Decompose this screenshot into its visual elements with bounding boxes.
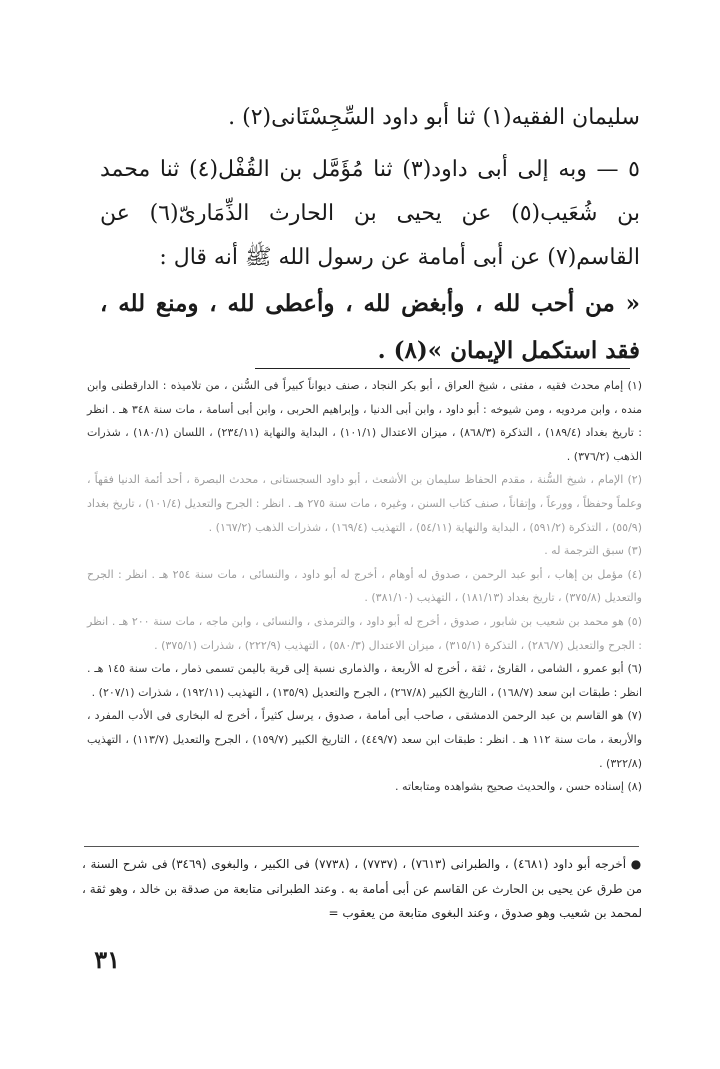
footnote-divider: [255, 368, 630, 369]
takhrij-paragraph: ● أخرجه أبو داود (٤٦٨١) ، والطبرانى (٧٦١٣) ، (٧٧٣٧) ، (٧٧٣٨) فى الكبير ، والبغوى (٣٤٦٩) فى شرح السنة ، من طرق عن يحيى بن الحارث عن القاسم عن أبى أمامة به . وعند الطبرانى متابعة من صدقة بن خالد ، وهو ثقة ، لمحمد بن شعيب وهو صدوق ، وعند البغوى متابعة من يعقوب =: [82, 857, 642, 920]
main-text-line-1: سليمان الفقيه(١) ثنا أبو داود السِّجِسْتَانى(٢) .: [228, 105, 640, 130]
footnote-6: (٦) أبو عمرو ، الشامى ، القارئ ، ثقة ، أخرج له الأربعة ، والذمارى نسبة إلى قرية باليمن تسمى ذمار ، مات سنة ١٤٥ هـ . انظر : طبقات ابن سعد (١٦٨/٧) ، التاريخ الكبير (٢٦٧/٨) ، الجرح والتعديل (١٣٥/٩) ، التهذيب (١٩٢/١١) ، شذرات (٢٠٧/١) .: [87, 662, 642, 699]
hadith-text: « من أحب لله ، وأبغض لله ، وأعطى لله ، ومنع لله ، فقد استكمل الإيمان »(٨) .: [100, 290, 640, 364]
footnote-8: (٨) إسناده حسن ، والحديث صحيح بشواهده ومتابعاته .: [395, 780, 642, 794]
footnote-7: (٧) هو القاسم بن عبد الرحمن الدمشقى ، صاحب أبى أمامة ، صدوق ، يرسل كثيراً ، أخرج له البخارى فى الأدب المفرد ، والأربعة ، مات سنة ١١٢ هـ . انظر : طبقات ابن سعد (٤٤٩/٧) ، التاريخ الكبير (١٥٩/٧) ، الجرح والتعديل (١١٣/٧) ، التهذيب (٣٢٢/٨) .: [87, 709, 643, 770]
page-number: ٣١: [94, 945, 120, 974]
hadith-chain-paragraph: ٥ — وبه إلى أبى داود(٣) ثنا مُؤَمَّل بن القُفْل(٤) ثنا محمد بن شُعَيب(٥) عن يحيى بن الحارث الذِّمَارىّ(٦) عن القاسم(٧) عن أبى أمامة عن رسول الله ﷺ أنه قال :: [100, 157, 640, 270]
footnote-1: (١) إمام محدث فقيه ، مفتى ، شيخ العراق ، أبو بكر النجاد ، صنف ديواناً كبيراً فى السُّنن ، من تلاميذه : الدارقطنى وابن منده ، وابن مردويه ، ومن شيوخه : أبو داود ، وابن أبى الدنيا ، وإبراهيم الحربى ، وابن أبى أسامة ، مات سنة ٣٤٨ هـ . انظر : تاريخ بغداد (١٨٩/٤) ، التذكرة (٨٦٨/٣) ، ميزان الاعتدال (١٠١/١) ، البداية والنهاية (٢٣٤/١١) ، اللسان (١٨٠/١) ، شذرات الذهب (٣٧٦/٢) .: [87, 379, 642, 463]
footnote-3: (٣) سبق الترجمة له .: [544, 544, 642, 558]
footnote-4: (٤) مؤمل بن إهاب ، أبو عبد الرحمن ، صدوق له أوهام ، أخرج له أبو داود ، والنسائى ، مات سنة ٢٥٤ هـ . انظر : الجرح والتعديل (٣٧٥/٨) ، تاريخ بغداد (١٨١/١٣) ، التهذيب (٣٨١/١٠) .: [87, 567, 642, 605]
footnotes: [87, 374, 642, 799]
footnote-5: (٥) هو محمد بن شعيب بن شابور ، صدوق ، أخرج له أبو داود ، والترمذى ، والنسائى ، وابن ماجه ، مات سنة ٢٠٠ هـ . انظر : الجرح والتعديل (٢٨٦/٧) ، التذكرة (٣١٥/١) ، ميزان الاعتدال (٥٨٠/٣) ، التهذيب (٢٢٢/٩) ، شذرات (٣٧٥/١) .: [87, 614, 642, 652]
footnote-2: (٢) الإمام ، شيخ السُّنة ، مقدم الحفاظ سليمان بن الأشعث ، أبو داود السجستانى ، محدث البصرة ، أحد أئمة الدنيا فقهاً ، وعلماً وحفظاً ، وورعاً ، وإتقاناً ، صنف كتاب السنن ، وغيره ، مات سنة ٢٧٥ هـ . انظر : الجرح والتعديل (١٠١/٤) ، تاريخ بغداد (٥٥/٩) ، التذكرة (٥٩١/٢) ، البداية والنهاية (٥٤/١١) ، التهذيب (١٦٩/٤) ، شذرات الذهب (١٦٧/٢) .: [87, 473, 642, 534]
takhrij-divider: [84, 846, 639, 847]
